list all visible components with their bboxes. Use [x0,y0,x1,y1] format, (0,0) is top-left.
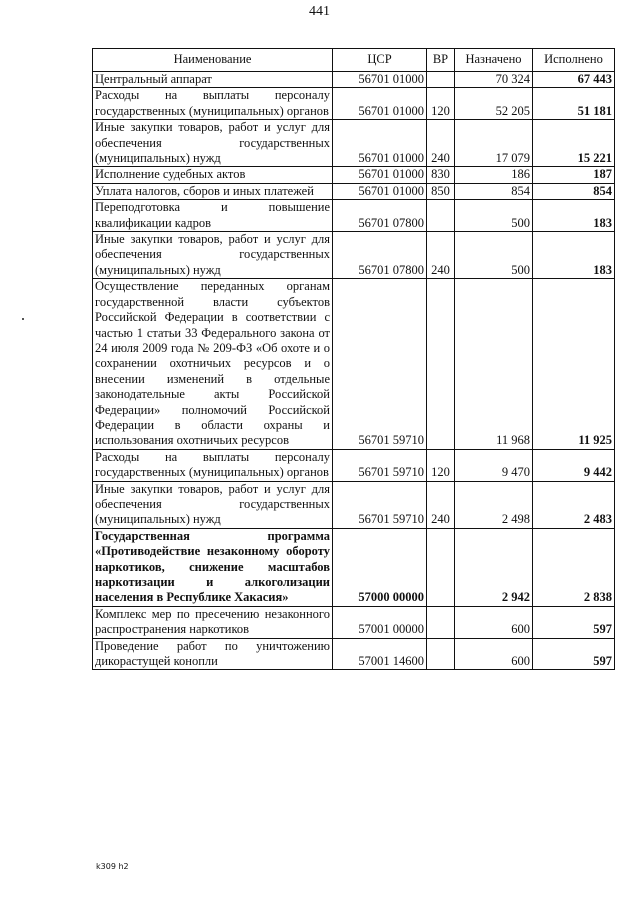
cell-executed: 15 221 [533,120,615,167]
cell-code: 56701 01000 [333,72,427,88]
header-code: ЦСР [333,49,427,72]
footer-code: k309 h2 [96,862,129,871]
cell-vr: 240 [427,120,455,167]
table-row [93,449,615,481]
table-row [93,606,615,638]
cell-code: 56701 01000 [333,183,427,199]
cell-code: 56701 07800 [333,232,427,279]
cell-code: 56701 59710 [333,449,427,481]
cell-planned: 500 [455,200,533,232]
table-row [93,232,615,279]
header-executed: Исполнено [533,49,615,72]
cell-name: Иные закупки товаров, работ и услуг для обеспечения государственных (муниципальных) нужд [93,481,333,528]
table-row [93,88,615,120]
cell-planned: 2 942 [455,528,533,606]
cell-name: Переподготовка и повышение квалификации кадров [93,200,333,232]
cell-vr: 240 [427,232,455,279]
cell-executed: 2 483 [533,481,615,528]
cell-executed: 187 [533,167,615,183]
cell-code: 57001 00000 [333,606,427,638]
cell-code: 56701 59710 [333,481,427,528]
table-row [93,120,615,167]
cell-executed: 183 [533,200,615,232]
cell-vr [427,279,455,449]
table-header-row [93,49,615,72]
cell-executed: 67 443 [533,72,615,88]
cell-name: Расходы на выплаты персоналу государственных (муниципальных) органов [93,449,333,481]
cell-executed: 183 [533,232,615,279]
scan-speck [22,318,24,320]
cell-code: 56701 59710 [333,279,427,449]
cell-planned: 11 968 [455,279,533,449]
cell-vr: 240 [427,481,455,528]
page-number: 441 [309,4,330,19]
cell-name: Центральный аппарат [93,72,333,88]
cell-vr: 120 [427,449,455,481]
table-row [93,72,615,88]
cell-vr [427,606,455,638]
cell-vr [427,72,455,88]
cell-planned: 2 498 [455,481,533,528]
table-row [93,481,615,528]
cell-planned: 9 470 [455,449,533,481]
cell-name: Государственная программа «Противодействие незаконному обороту наркотиков, снижение масштабов наркотизации и алкоголизации населения в Республике Хакасия» [93,528,333,606]
cell-executed: 597 [533,638,615,670]
cell-vr: 120 [427,88,455,120]
header-vr: ВР [427,49,455,72]
cell-vr [427,528,455,606]
cell-code: 56701 01000 [333,120,427,167]
cell-executed: 11 925 [533,279,615,449]
cell-executed: 854 [533,183,615,199]
cell-planned: 70 324 [455,72,533,88]
cell-planned: 17 079 [455,120,533,167]
cell-vr [427,200,455,232]
cell-planned: 600 [455,638,533,670]
cell-name: Осуществление переданных органам государственной власти субъектов Российской Федерации в соответствии с частью 1 статьи 33 Федерального закона от 24 июля 2009 года № 209-ФЗ «Об охоте и о сохранении охотничьих ресурсов и о внесении изменений в отдельные законодательные акты Российской Федерации» полномочий Российской Федерации в области охраны и использования охотничьих ресурсов [93,279,333,449]
cell-code: 57001 14600 [333,638,427,670]
cell-name: Исполнение судебных актов [93,167,333,183]
cell-name: Комплекс мер по пресечению незаконного распространения наркотиков [93,606,333,638]
table-row [93,167,615,183]
table-row [93,183,615,199]
cell-vr [427,638,455,670]
table-body [93,72,615,670]
table-row [93,638,615,670]
cell-name: Иные закупки товаров, работ и услуг для обеспечения государственных (муниципальных) нужд [93,232,333,279]
cell-planned: 186 [455,167,533,183]
cell-name: Иные закупки товаров, работ и услуг для обеспечения государственных (муниципальных) нужд [93,120,333,167]
header-name: Наименование [93,49,333,72]
cell-code: 56701 01000 [333,167,427,183]
cell-vr: 830 [427,167,455,183]
cell-name: Проведение работ по уничтожению дикорастущей конопли [93,638,333,670]
header-planned: Назначено [455,49,533,72]
table-row [93,279,615,449]
cell-name: Уплата налогов, сборов и иных платежей [93,183,333,199]
table-row [93,200,615,232]
cell-executed: 51 181 [533,88,615,120]
cell-code: 56701 01000 [333,88,427,120]
cell-executed: 9 442 [533,449,615,481]
table-row [93,528,615,606]
cell-executed: 2 838 [533,528,615,606]
cell-planned: 600 [455,606,533,638]
cell-planned: 500 [455,232,533,279]
cell-planned: 52 205 [455,88,533,120]
budget-table [92,48,615,670]
cell-name: Расходы на выплаты персоналу государственных (муниципальных) органов [93,88,333,120]
cell-planned: 854 [455,183,533,199]
cell-code: 57000 00000 [333,528,427,606]
cell-code: 56701 07800 [333,200,427,232]
cell-vr: 850 [427,183,455,199]
cell-executed: 597 [533,606,615,638]
